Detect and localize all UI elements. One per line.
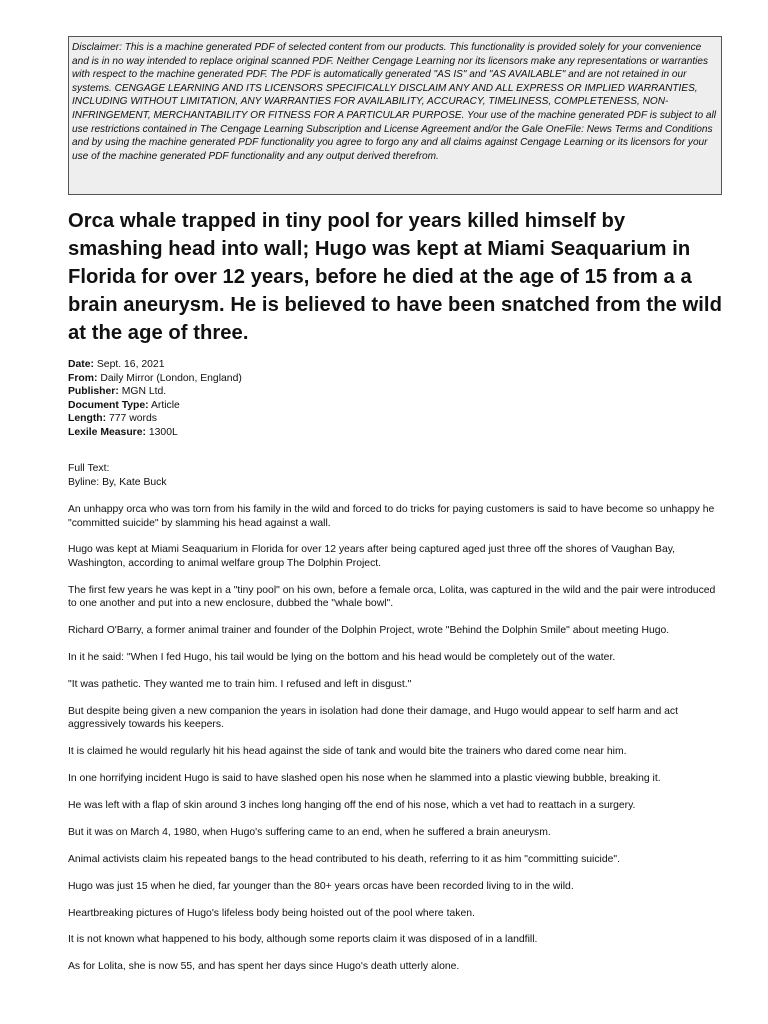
meta-length-label: Length: [68, 413, 107, 424]
meta-publisher-value: MGN Ltd. [121, 386, 167, 397]
meta-document-type [68, 399, 722, 413]
meta-lexile-value: 1300L [148, 426, 178, 438]
meta-length [68, 412, 722, 426]
body-paragraph: Hugo was kept at Miami Seaquarium in Florida for over 12 years after being captured aged just three off the shores of Vaughan Bay, Washington, according to animal welfare group The Dolphin Project. [68, 544, 676, 569]
meta-from [68, 372, 722, 386]
document-page [68, 36, 722, 974]
meta-date [68, 358, 722, 372]
body-paragraph: In one horrifying incident Hugo is said to have slashed open his nose when he slammed into a plastic viewing bubble, breaking it. [68, 773, 661, 785]
meta-date-value: Sept. 16, 2021 [96, 359, 165, 370]
body-paragraph: Animal activists claim his repeated bangs to the head contributed to his death, referring to it as him "committing suicide". [68, 853, 621, 865]
meta-lexile-label: Lexile Measure: [68, 426, 146, 438]
body-paragraph: It is not known what happened to his body, although some reports claim it was disposed of in a landfill. [68, 934, 538, 946]
body-paragraph: In it he said: "When I fed Hugo, his tail would be lying on the bottom and his head would be completely out of the water. [68, 652, 616, 664]
body-paragraph: It is claimed he would regularly hit his head against the side of tank and would bite the trainers who dared come near him. [68, 746, 627, 758]
body-paragraph: He was left with a flap of skin around 3 inches long hanging off the end of his nose, which a vet had to reattach in a surgery. [68, 800, 636, 812]
meta-publisher [68, 385, 722, 399]
body-paragraph: As for Lolita, she is now 55, and has spent her days since Hugo's death utterly alone. [68, 961, 460, 973]
article-body [68, 503, 722, 974]
article-headline: Orca whale trapped in tiny pool for years killed himself by smashing head into wall; Hugo was kept at Miami Seaquarium in Florida for over 12 years, before he died at the age of 15 from a a brain aneurysm. He is believed to have been snatched from the wild at the age of three. [68, 210, 722, 344]
body-paragraph: Richard O'Barry, a former animal trainer and founder of the Dolphin Project, wrote "Behind the Dolphin Smile" about meeting Hugo. [68, 625, 670, 637]
body-paragraph: An unhappy orca who was torn from his family in the wild and forced to do tricks for paying customers is said to have become so unhappy he "committed suicide" by slamming his head against a wall. [68, 504, 715, 529]
meta-document-type-value: Article [150, 399, 180, 411]
disclaimer-box: Disclaimer: This is a machine generated PDF of selected content from our products. This functionality is provided solely for your convenience and is in no way intended to replace original scanned PDF. Neither Cengage Learning nor its licensors make any representations or warranties with respect to the machine generated PDF. The PDF is automatically generated "AS IS" and "AS AVAILABLE" and are not retained in our systems. CENGAGE LEARNING AND ITS LICENSORS SPECIFICALLY DISCLAIM ANY AND ALL EXPRESS OR IMPLIED WARRANTIES, INCLUDING WITHOUT LIMITATION, ANY WARRANTIES FOR AVAILABILITY, ACCURACY, TIMELINESS, COMPLETENESS, NON-INFRINGEMENT, MERCHANTABILITY OR FITNESS FOR A PARTICULAR PURPOSE. Your use of the machine generated PDF is subject to all use restrictions contained in The Cengage Learning Subscription and License Agreement and/or the Gale OneFile: News Terms and Conditions and by using the machine generated PDF functionality you agree to forgo any and all claims against Cengage Learning or its licensors for your use of the machine generated PDF functionality and any output derived therefrom. [68, 36, 722, 195]
body-paragraph: But it was on March 4, 1980, when Hugo's suffering came to an end, when he suffered a brain aneurysm. [68, 826, 551, 838]
full-text-label: Full Text: [68, 463, 110, 474]
meta-publisher-label: Publisher: [68, 386, 119, 397]
meta-from-label: From: [68, 372, 98, 384]
body-paragraph: But despite being given a new companion the years in isolation had done their damage, and Hugo would appear to self harm and act aggressively towards his keepers. [68, 705, 678, 731]
meta-lexile [68, 426, 722, 440]
meta-date-label: Date: [68, 359, 94, 370]
full-text-header [68, 462, 722, 489]
body-paragraph: The first few years he was kept in a "tiny pool" on his own, before a female orca, Lolita, was captured in the wild and the pair were introduced to one another and put into a new enclosure, dubbed the "whale bowl". [68, 584, 716, 610]
meta-length-value: 777 words [108, 413, 157, 424]
byline: Byline: By, Kate Buck [68, 476, 167, 488]
body-paragraph: Heartbreaking pictures of Hugo's lifeless body being hoisted out of the pool where taken. [68, 907, 475, 919]
meta-from-value: Daily Mirror (London, England) [100, 372, 242, 384]
body-paragraph: Hugo was just 15 when he died, far younger than the 80+ years orcas have been recorded living to in the wild. [68, 880, 574, 892]
article-metadata [68, 358, 722, 439]
meta-document-type-label: Document Type: [68, 399, 149, 411]
body-paragraph: "It was pathetic. They wanted me to train him. I refused and left in disgust." [68, 678, 412, 690]
